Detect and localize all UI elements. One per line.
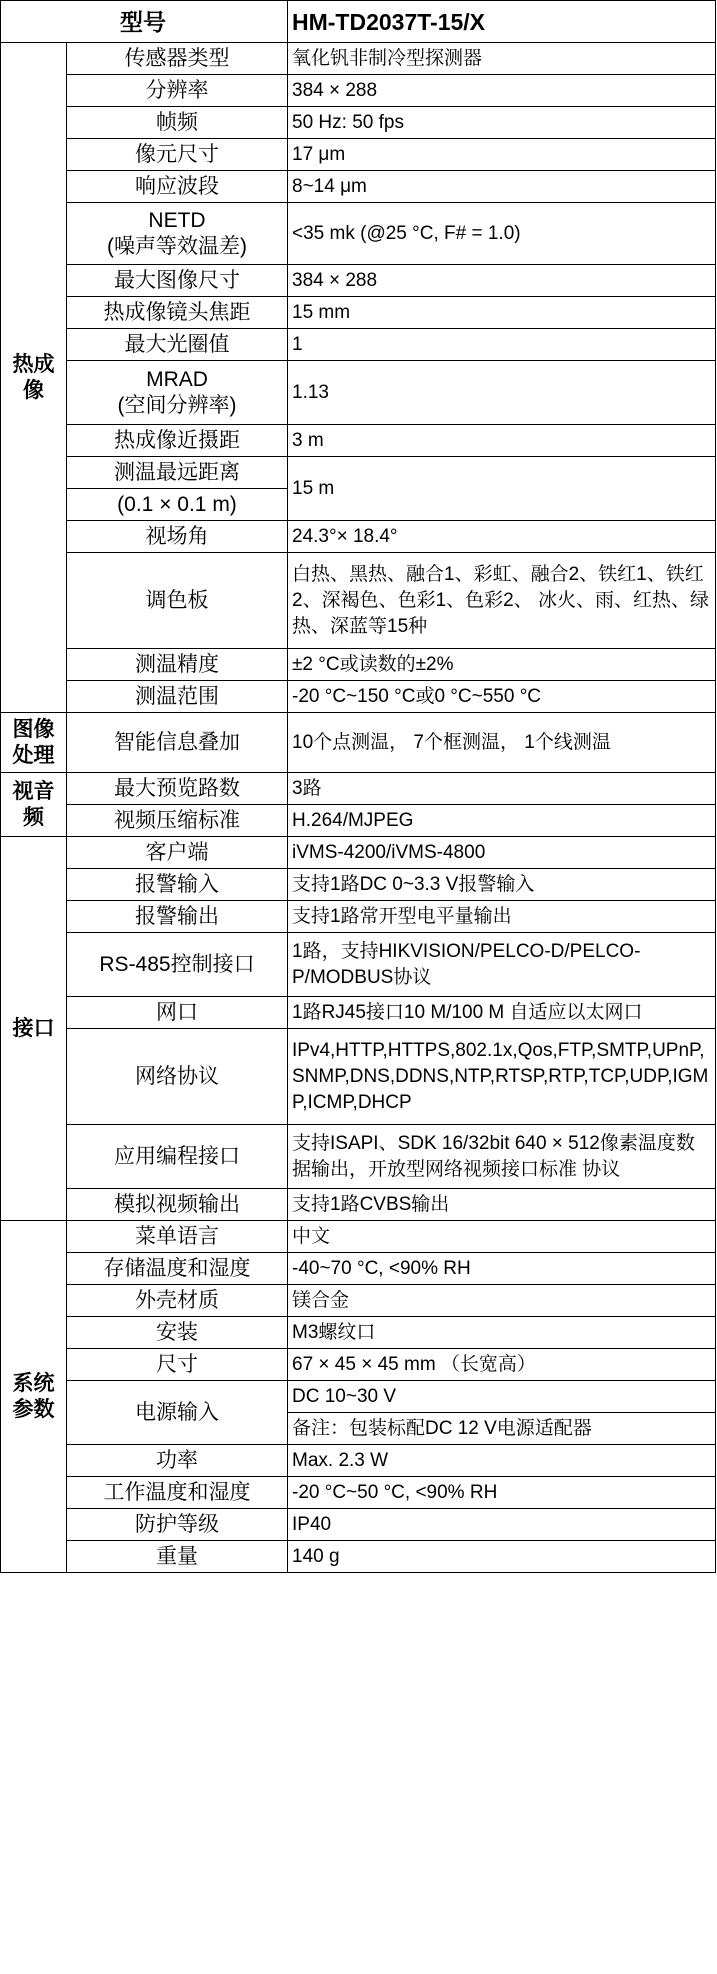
spec-row [1, 171, 716, 203]
spec-row [1, 649, 716, 681]
param-value: 支持1路DC 0~3.3 V报警输入 [288, 869, 716, 901]
param-label [67, 361, 288, 425]
param-value: M3螺纹口 [288, 1317, 716, 1349]
param-label: 尺寸 [67, 1349, 288, 1381]
param-label: 模拟视频输出 [67, 1189, 288, 1221]
spec-row [1, 1221, 716, 1253]
param-value: -40~70 °C, <90% RH [288, 1253, 716, 1285]
param-value: IP40 [288, 1509, 716, 1541]
param-label: 热成像近摄距 [67, 425, 288, 457]
param-label: 测温精度 [67, 649, 288, 681]
param-value: 支持ISAPI、SDK 16/32bit 640 × 512像素温度数据输出，开放型网络视频接口标准 协议 [288, 1125, 716, 1189]
param-label: 防护等级 [67, 1509, 288, 1541]
param-value: -20 °C~50 °C, <90% RH [288, 1477, 716, 1509]
param-value: IPv4,HTTP,HTTPS,802.1x,Qos,FTP,SMTP,UPnP,SNMP,DNS,DDNS,NTP,RTSP,RTP,TCP,UDP,IGMP,ICMP,DHCP [288, 1029, 716, 1125]
param-label: 最大光圈值 [67, 329, 288, 361]
param-label: 存储温度和湿度 [67, 1253, 288, 1285]
param-value: 1路RJ45接口10 M/100 M 自适应以太网口 [288, 997, 716, 1029]
spec-row [1, 107, 716, 139]
spec-row [1, 901, 716, 933]
param-value: 镁合金 [288, 1285, 716, 1317]
spec-row [1, 139, 716, 171]
param-value: 50 Hz: 50 fps [288, 107, 716, 139]
param-label-line2: (噪声等效温差) [107, 234, 247, 258]
param-label: 网络协议 [67, 1029, 288, 1125]
category-line2: 处理 [12, 743, 55, 767]
param-value: 支持1路CVBS输出 [288, 1189, 716, 1221]
spec-row [1, 1477, 716, 1509]
spec-row [1, 425, 716, 457]
spec-row [1, 553, 716, 649]
param-value: 3路 [288, 773, 716, 805]
spec-row [1, 265, 716, 297]
param-value: 15 m [288, 457, 716, 521]
param-value: 67 × 45 × 45 mm （长宽高） [288, 1349, 716, 1381]
param-label: 最大预览路数 [67, 773, 288, 805]
param-value: iVMS-4200/iVMS-4800 [288, 837, 716, 869]
param-label: RS-485控制接口 [67, 933, 288, 997]
param-label: 帧频 [67, 107, 288, 139]
param-label: (0.1 × 0.1 m) [67, 489, 288, 521]
param-label: 菜单语言 [67, 1221, 288, 1253]
param-label: 工作温度和湿度 [67, 1477, 288, 1509]
param-label: 传感器类型 [67, 43, 288, 75]
param-value: 15 mm [288, 297, 716, 329]
spec-row [1, 1189, 716, 1221]
param-label: 分辨率 [67, 75, 288, 107]
spec-row [1, 837, 716, 869]
param-label: 外壳材质 [67, 1285, 288, 1317]
spec-row [1, 805, 716, 837]
model-value: HM-TD2037T-15/X [288, 1, 716, 43]
param-value: DC 10~30 V [288, 1381, 716, 1413]
param-value: 384 × 288 [288, 75, 716, 107]
spec-row [1, 869, 716, 901]
spec-row [1, 1381, 716, 1413]
param-value: Max. 2.3 W [288, 1445, 716, 1477]
param-value: ±2 °C或读数的±2% [288, 649, 716, 681]
param-value: 1 [288, 329, 716, 361]
param-label: 热成像镜头焦距 [67, 297, 288, 329]
param-label: 安装 [67, 1317, 288, 1349]
category-line1: 系统 [12, 1371, 55, 1395]
category-interface: 接口 [1, 837, 67, 1221]
category-thermal: 热成像 [1, 43, 67, 713]
spec-row [1, 361, 716, 425]
category-line2: 参数 [12, 1397, 55, 1421]
spec-row [1, 297, 716, 329]
spec-row [1, 1349, 716, 1381]
param-label [67, 203, 288, 265]
category-video-audio: 视音频 [1, 773, 67, 837]
param-label-line1: NETD [148, 208, 206, 232]
param-label-line1: MRAD [146, 367, 208, 391]
param-label: 调色板 [67, 553, 288, 649]
param-value: 白热、黑热、融合1、彩虹、融合2、铁红1、铁红2、深褐色、色彩1、色彩2、 冰火、雨、红热、绿热、深蓝等15种 [288, 553, 716, 649]
spec-row [1, 997, 716, 1029]
param-value: 140 g [288, 1541, 716, 1573]
param-value: 3 m [288, 425, 716, 457]
param-label: 测温范围 [67, 681, 288, 713]
param-value: 1路，支持HIKVISION/PELCO-D/PELCO-P/MODBUS协议 [288, 933, 716, 997]
spec-row [1, 1541, 716, 1573]
header-row [1, 1, 716, 43]
param-label: 响应波段 [67, 171, 288, 203]
spec-row [1, 1125, 716, 1189]
spec-row [1, 1317, 716, 1349]
param-label: 客户端 [67, 837, 288, 869]
spec-row [1, 457, 716, 489]
param-label: 应用编程接口 [67, 1125, 288, 1189]
spec-row [1, 1029, 716, 1125]
param-value: H.264/MJPEG [288, 805, 716, 837]
spec-row [1, 681, 716, 713]
param-label: 智能信息叠加 [67, 713, 288, 773]
param-label: 报警输入 [67, 869, 288, 901]
param-label: 功率 [67, 1445, 288, 1477]
param-value: 8~14 μm [288, 171, 716, 203]
spec-row [1, 933, 716, 997]
category-system [1, 1221, 67, 1573]
spec-row [1, 43, 716, 75]
param-value: 384 × 288 [288, 265, 716, 297]
param-value: -20 °C~150 °C或0 °C~550 °C [288, 681, 716, 713]
model-label: 型号 [1, 1, 288, 43]
param-label: 测温最远距离 [67, 457, 288, 489]
param-value: 10个点测温， 7个框测温， 1个线测温 [288, 713, 716, 773]
param-label: 视场角 [67, 521, 288, 553]
spec-row [1, 773, 716, 805]
param-value: 支持1路常开型电平量输出 [288, 901, 716, 933]
spec-row [1, 75, 716, 107]
param-value: 中文 [288, 1221, 716, 1253]
spec-row [1, 203, 716, 265]
param-value: 17 μm [288, 139, 716, 171]
param-label: 报警输出 [67, 901, 288, 933]
spec-row [1, 1285, 716, 1317]
spec-row [1, 713, 716, 773]
param-label: 最大图像尺寸 [67, 265, 288, 297]
param-label: 视频压缩标准 [67, 805, 288, 837]
spec-row [1, 1445, 716, 1477]
param-value: 1.13 [288, 361, 716, 425]
spec-row [1, 1253, 716, 1285]
param-value: 24.3°× 18.4° [288, 521, 716, 553]
spec-row [1, 521, 716, 553]
param-label: 电源输入 [67, 1381, 288, 1445]
spec-row [1, 329, 716, 361]
category-image-processing [1, 713, 67, 773]
spec-row [1, 1509, 716, 1541]
param-value: <35 mk (@25 °C, F# = 1.0) [288, 203, 716, 265]
param-label-line2: (空间分辨率) [117, 393, 237, 417]
category-line1: 图像 [12, 717, 55, 741]
param-value-note: 备注：包装标配DC 12 V电源适配器 [288, 1413, 716, 1445]
param-value: 氧化钒非制冷型探测器 [288, 43, 716, 75]
param-label: 网口 [67, 997, 288, 1029]
param-label: 重量 [67, 1541, 288, 1573]
param-label: 像元尺寸 [67, 139, 288, 171]
